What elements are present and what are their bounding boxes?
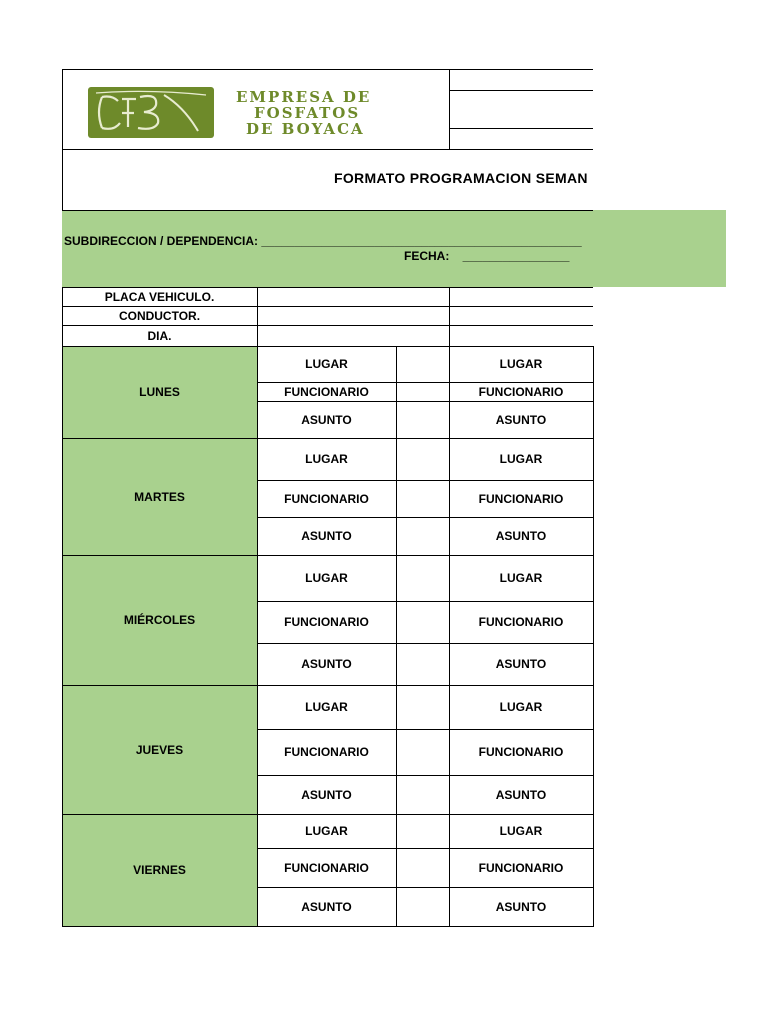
- logo-line-3: DE BOYACA: [246, 120, 365, 138]
- field-label-lugar-col1: LUGAR: [305, 571, 348, 585]
- value-cell-asunto[interactable]: [397, 518, 449, 555]
- day-name-1: LUNES: [139, 385, 180, 399]
- field-label-lugar-col2: LUGAR: [499, 700, 543, 714]
- field-label-funcionario-col2: FUNCIONARIO: [478, 745, 564, 759]
- value-cell-asunto[interactable]: [397, 888, 449, 926]
- value-cell-asunto[interactable]: [397, 644, 449, 685]
- field-label-asunto-col2: ASUNTO: [495, 412, 547, 427]
- logo-monogram-icon: [88, 74, 214, 138]
- field-label-asunto-col2: ASUNTO: [495, 899, 547, 914]
- value-cell-funcionario[interactable]: [397, 849, 449, 887]
- field-label-funcionario-col1: FUNCIONARIO: [284, 615, 369, 629]
- field-label-lugar-col2: LUGAR: [499, 824, 543, 838]
- value-cell-asunto[interactable]: [397, 776, 449, 814]
- field-label-asunto-col1: ASUNTO: [301, 657, 352, 671]
- field-label-asunto-col2: ASUNTO: [495, 657, 547, 671]
- field-label-asunto-col1: ASUNTO: [301, 529, 352, 543]
- fecha-blank: ________________: [462, 249, 570, 263]
- field-label-funcionario-col1: FUNCIONARIO: [284, 384, 369, 399]
- value-cell-lugar[interactable]: [397, 439, 449, 480]
- field-label-lugar-col1: LUGAR: [305, 452, 348, 466]
- fecha-label: FECHA: ________________: [404, 249, 570, 263]
- field-label-lugar-col2: LUGAR: [499, 452, 543, 466]
- value-cell-lugar[interactable]: [397, 556, 449, 601]
- value-cell-funcionario[interactable]: [397, 481, 449, 517]
- company-logo: [88, 74, 214, 138]
- info-label-dia: DIA.: [147, 328, 172, 343]
- logo-line-2: FOSFATOS: [254, 104, 361, 122]
- field-label-funcionario-col2: FUNCIONARIO: [478, 860, 564, 875]
- field-label-asunto-col1: ASUNTO: [301, 412, 352, 427]
- value-cell-lugar[interactable]: [397, 815, 449, 848]
- field-label-asunto-col2: ASUNTO: [495, 529, 547, 543]
- logo-line-1: EMPRESA DE: [236, 88, 372, 106]
- day-name-2: MARTES: [134, 489, 185, 504]
- value-cell-asunto[interactable]: [397, 402, 449, 438]
- day-name-4: JUEVES: [135, 742, 184, 757]
- value-cell-funcionario[interactable]: [397, 602, 449, 643]
- field-label-funcionario-col1: FUNCIONARIO: [284, 745, 369, 759]
- field-label-asunto-col1: ASUNTO: [301, 787, 352, 802]
- field-label-funcionario-col1: FUNCIONARIO: [284, 491, 369, 506]
- field-label-lugar-col1: LUGAR: [305, 824, 348, 838]
- info-label-conductor: CONDUCTOR.: [118, 308, 201, 323]
- value-cell-funcionario[interactable]: [397, 383, 449, 401]
- value-cell-funcionario[interactable]: [397, 730, 449, 775]
- field-label-funcionario-col2: FUNCIONARIO: [478, 491, 564, 506]
- dependencia-label: SUBDIRECCION / DEPENDENCIA: ________________________________________________: [64, 234, 582, 248]
- dependencia-blank: ________________________________________________: [261, 234, 582, 248]
- field-label-lugar-col2: LUGAR: [499, 357, 543, 371]
- value-cell-lugar[interactable]: [397, 686, 449, 729]
- field-label-funcionario-col1: FUNCIONARIO: [284, 860, 369, 875]
- day-name-5: VIERNES: [133, 863, 186, 877]
- field-label-funcionario-col2: FUNCIONARIO: [478, 615, 564, 629]
- page-title: FORMATO PROGRAMACION SEMAN: [334, 170, 588, 186]
- field-label-lugar-col1: LUGAR: [305, 700, 348, 714]
- svg-text:EfB: EfB: [88, 74, 114, 91]
- value-cell-lugar[interactable]: [397, 347, 449, 382]
- field-label-funcionario-col2: FUNCIONARIO: [478, 384, 564, 399]
- field-label-asunto-col2: ASUNTO: [495, 787, 547, 802]
- day-name-3: MIÉRCOLES: [123, 613, 196, 627]
- field-label-asunto-col1: ASUNTO: [301, 899, 352, 914]
- field-label-lugar-col2: LUGAR: [499, 571, 543, 585]
- field-label-lugar-col1: LUGAR: [305, 357, 348, 371]
- info-label-placa: PLACA VEHICULO.: [104, 289, 215, 304]
- subheader-band: [62, 210, 726, 287]
